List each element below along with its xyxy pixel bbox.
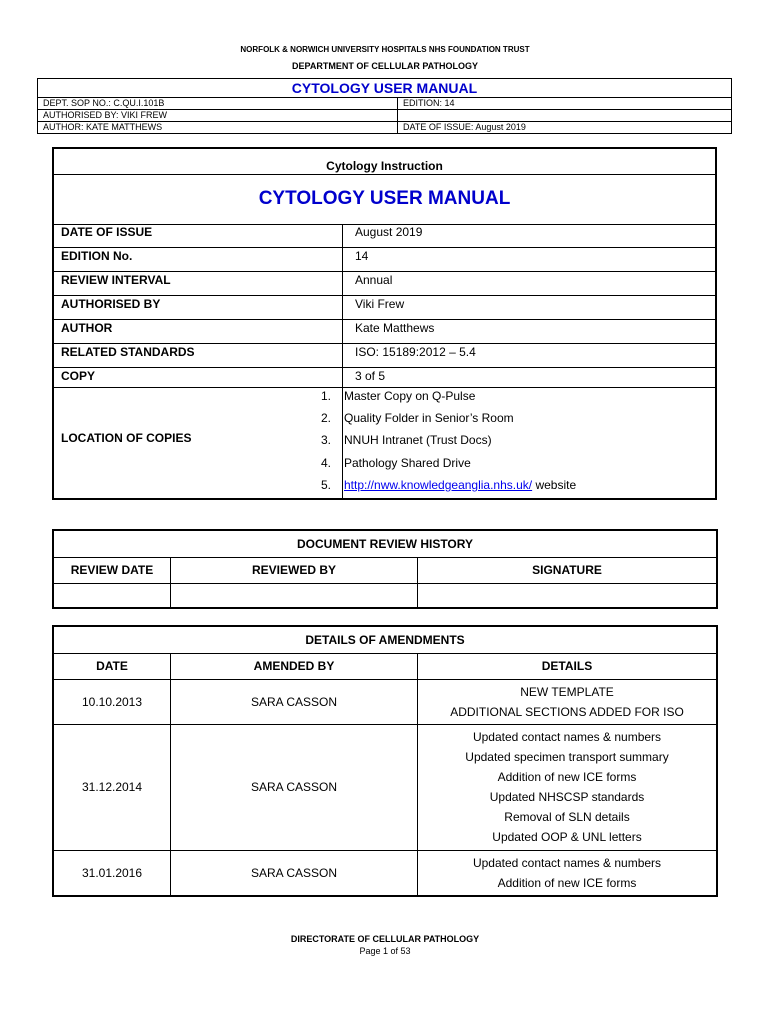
- info-row: [54, 272, 715, 296]
- info-value: Annual: [355, 273, 393, 287]
- info-value: Kate Matthews: [355, 321, 435, 335]
- header-title: CYTOLOGY USER MANUAL: [38, 79, 732, 98]
- department-name: DEPARTMENT OF CELLULAR PATHOLOGY: [292, 61, 478, 71]
- amendment-row: [53, 724, 717, 850]
- reviewed-by-header: REVIEWED BY: [171, 557, 418, 583]
- amendment-details: NEW TEMPLATE ADDITIONAL SECTIONS ADDED FOR ISO: [418, 679, 718, 724]
- footer-directorate: DIRECTORATE OF CELLULAR PATHOLOGY: [290, 934, 480, 944]
- header-authorised-by: AUTHORISED BY: VIKI FREW: [38, 110, 398, 122]
- info-label: COPY: [54, 368, 343, 387]
- info-row: [54, 224, 715, 248]
- info-value: Viki Frew: [355, 297, 405, 311]
- amendments-table: [52, 625, 718, 897]
- info-label: AUTHORISED BY: [54, 296, 343, 319]
- location-item: 5. http://nww.knowledgeanglia.nhs.uk/ website: [321, 478, 577, 492]
- amendment-by: SARA CASSON: [171, 850, 418, 896]
- info-label: REVIEW INTERVAL: [54, 272, 343, 295]
- trust-name: NORFOLK & NORWICH UNIVERSITY HOSPITALS NHS FOUNDATION TRUST: [240, 45, 530, 54]
- page-number: Page 1 of 53: [359, 946, 411, 956]
- info-value: 3 of 5: [355, 369, 386, 383]
- review-date-cell: [53, 583, 171, 608]
- info-label: AUTHOR: [54, 320, 343, 343]
- header-date-of-issue: DATE OF ISSUE: August 2019: [398, 122, 732, 134]
- location-label: LOCATION OF COPIES: [54, 388, 343, 500]
- info-row: [54, 344, 715, 368]
- location-item: 1. Master Copy on Q-Pulse: [321, 389, 476, 403]
- info-value: August 2019: [355, 225, 423, 239]
- amended-by-header: AMENDED BY: [171, 653, 418, 679]
- document-header-table: [37, 78, 732, 134]
- reviewed-by-cell: [171, 583, 418, 608]
- amendment-date: 31.01.2016: [53, 850, 171, 896]
- amendment-details: Updated contact names & numbers Updated specimen transport summary Addition of new ICE forms Updated NHSCSP standards Removal of SLN details Updated OOP & UNL letters: [418, 724, 718, 850]
- details-header: DETAILS: [418, 653, 718, 679]
- amendment-row: [53, 850, 717, 896]
- header-author: AUTHOR: KATE MATTHEWS: [38, 122, 398, 134]
- knowledge-anglia-link[interactable]: http://nww.knowledgeanglia.nhs.uk/: [344, 478, 533, 492]
- info-row: [54, 320, 715, 344]
- review-history-title: DOCUMENT REVIEW HISTORY: [53, 530, 717, 557]
- amendment-details: Updated contact names & numbers Addition of new ICE forms: [418, 850, 718, 896]
- document-info-box: [52, 147, 717, 500]
- instruction-subtitle: Cytology Instruction: [326, 159, 443, 173]
- amendment-date: 31.12.2014: [53, 724, 171, 850]
- info-label: EDITION No.: [54, 248, 343, 271]
- date-header: DATE: [53, 653, 171, 679]
- location-item: 2. Quality Folder in Senior’s Room: [321, 411, 514, 425]
- review-date-header: REVIEW DATE: [53, 557, 171, 583]
- amendments-title: DETAILS OF AMENDMENTS: [53, 626, 717, 653]
- location-item: 4. Pathology Shared Drive: [321, 456, 471, 470]
- amendment-date: 10.10.2013: [53, 679, 171, 724]
- info-row: [54, 368, 715, 388]
- header-edition: EDITION: 14: [398, 98, 732, 110]
- amendment-by: SARA CASSON: [171, 679, 418, 724]
- signature-header: SIGNATURE: [418, 557, 718, 583]
- info-value: 14: [355, 249, 369, 263]
- main-title: CYTOLOGY USER MANUAL: [258, 188, 511, 209]
- amendment-row: [53, 679, 717, 724]
- info-row: [54, 296, 715, 320]
- review-history-table: [52, 529, 718, 609]
- info-value: ISO: 15189:2012 – 5.4: [355, 345, 476, 359]
- signature-cell: [418, 583, 718, 608]
- location-item: 3. NNUH Intranet (Trust Docs): [321, 433, 492, 447]
- amendment-by: SARA CASSON: [171, 724, 418, 850]
- info-row: [54, 248, 715, 272]
- info-label: DATE OF ISSUE: [54, 224, 343, 247]
- info-label: RELATED STANDARDS: [54, 344, 343, 367]
- header-sop-no: DEPT. SOP NO.: C.QU.I.101B: [38, 98, 398, 110]
